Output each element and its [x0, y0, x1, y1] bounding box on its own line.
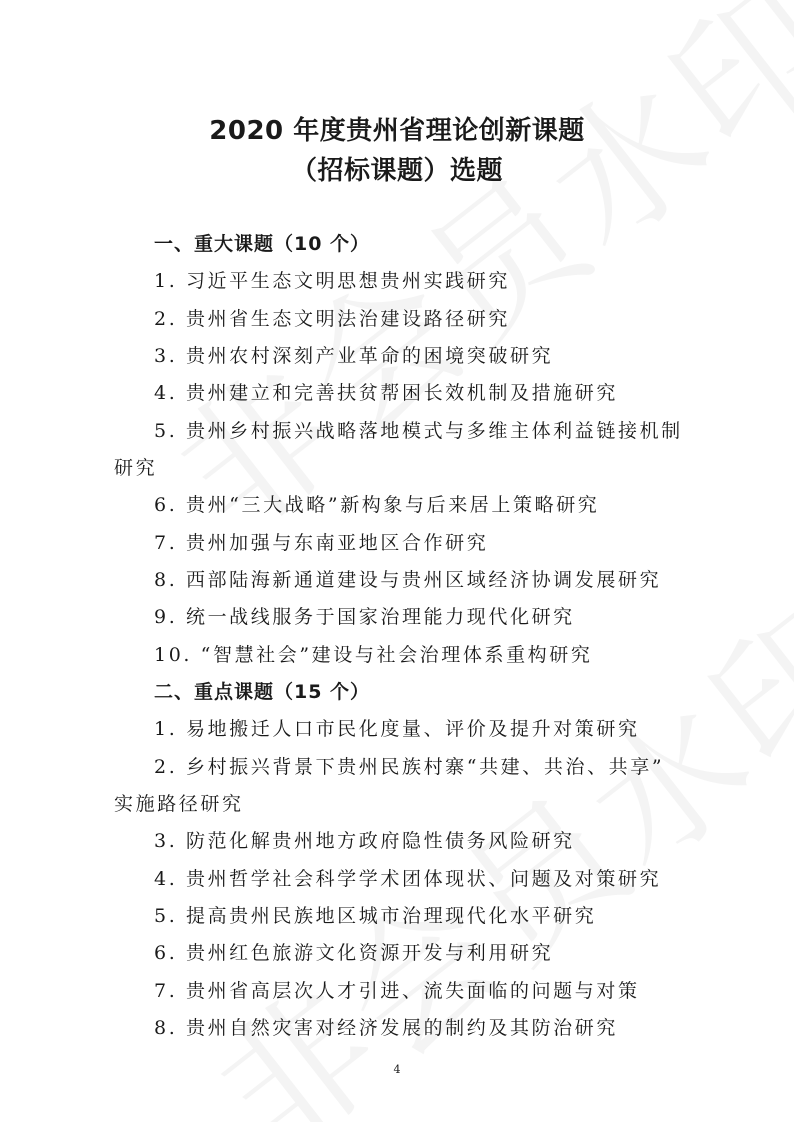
list-item: 5. 贵州乡村振兴战略落地模式与多维主体利益链接机制	[154, 420, 683, 442]
list-item: 3. 贵州农村深刻产业革命的困境突破研究	[154, 345, 554, 367]
list-item: 1. 习近平生态文明思想贵州实践研究	[154, 270, 510, 292]
list-item: 2. 乡村振兴背景下贵州民族村寨“共建、共治、共享”	[154, 756, 665, 778]
list-item: 4. 贵州哲学社会科学学术团体现状、问题及对策研究	[154, 868, 662, 890]
list-item: 9. 统一战线服务于国家治理能力现代化研究	[154, 606, 575, 628]
list-item-continuation: 研究	[114, 457, 158, 479]
document-title-line1: 2020 年度贵州省理论创新课题	[209, 116, 585, 146]
section-heading-major: 一、重大课题（10 个）	[154, 233, 371, 255]
list-item: 1. 易地搬迁人口市民化度量、评价及提升对策研究	[154, 718, 640, 740]
list-item: 4. 贵州建立和完善扶贫帮困长效机制及措施研究	[154, 382, 618, 404]
list-item: 10. “智慧社会”建设与社会治理体系重构研究	[154, 644, 593, 666]
list-item: 6. 贵州“三大战略”新构象与后来居上策略研究	[154, 494, 600, 516]
list-item: 8. 贵州自然灾害对经济发展的制约及其防治研究	[154, 1017, 618, 1039]
list-item: 3. 防范化解贵州地方政府隐性债务风险研究	[154, 830, 575, 852]
document-title-line2: （招标课题）选题	[290, 156, 503, 186]
list-item: 7. 贵州加强与东南亚地区合作研究	[154, 532, 489, 554]
list-item: 6. 贵州红色旅游文化资源开发与利用研究	[154, 942, 554, 964]
list-item: 8. 西部陆海新通道建设与贵州区域经济协调发展研究	[154, 569, 662, 591]
list-item-continuation: 实施路径研究	[114, 793, 244, 815]
section-heading-key: 二、重点课题（15 个）	[154, 681, 371, 703]
list-item: 5. 提高贵州民族地区城市治理现代化水平研究	[154, 905, 597, 927]
list-item: 7. 贵州省高层次人才引进、流失面临的问题与对策	[154, 980, 640, 1002]
list-item: 2. 贵州省生态文明法治建设路径研究	[154, 308, 510, 330]
page-number: 4	[393, 1063, 401, 1076]
